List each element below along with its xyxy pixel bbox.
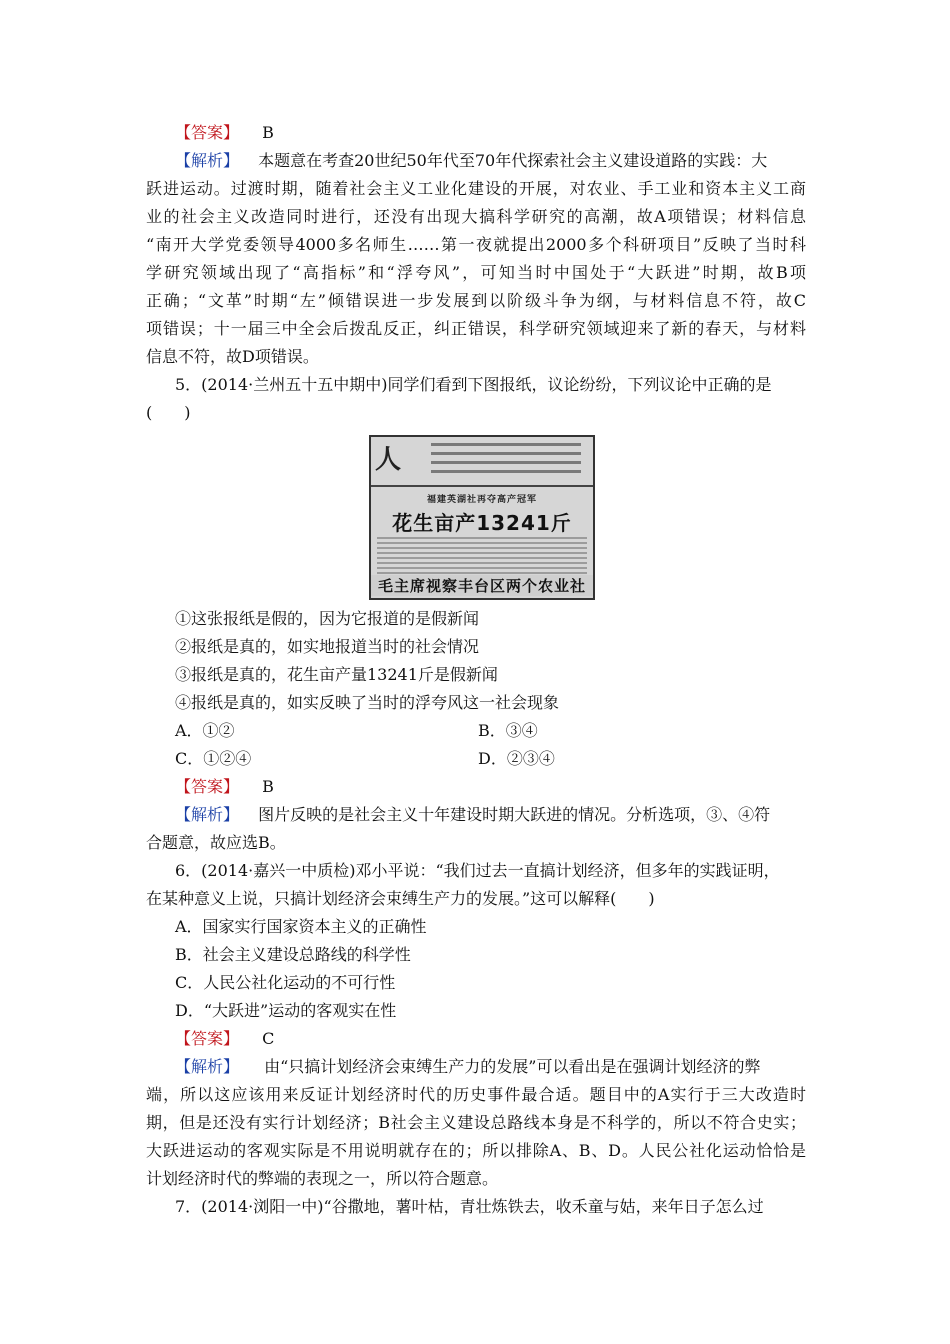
- q6-answer-value: C: [262, 1029, 275, 1048]
- q4-analysis-line-5: 学研究领域出现了“高指标”和“浮夸风”，可知当时中国处于“大跃进”时期，故B项: [146, 263, 806, 282]
- q6-analysis-line-3: 期，但是还没有实行计划经济；B社会主义建设总路线本身是不科学的，所以不符合史实；: [146, 1113, 806, 1132]
- q5-analysis-line-1: [175, 804, 770, 826]
- q6-analysis-line-4: 大跃进运动的客观实际是不用说明就存在的；所以排除A、B、D。人民公社化运动恰恰是: [146, 1141, 806, 1160]
- q5-stem-line-2: ( ): [146, 403, 191, 422]
- newspaper-subheadline: 福建英湖社再夺高产冠军: [426, 495, 537, 505]
- q6-analysis-line-5: 计划经济时代的弊端的表现之一，所以符合题意。: [146, 1169, 499, 1188]
- q5-option-d: D．②③④: [478, 749, 555, 768]
- answer-label: 【答案】: [175, 1029, 240, 1048]
- analysis-label: 【解析】: [175, 1057, 240, 1076]
- q6-analysis-text: 由“只搞计划经济会束缚生产力的发展”可以看出是在强调计划经济的弊: [264, 1057, 761, 1076]
- q4-analysis-line-3: 业的社会主义改造同时进行，还没有出现大搞科学研究的高潮，故A项错误；材料信息: [146, 207, 806, 226]
- newspaper-masthead: 人: [375, 445, 400, 475]
- q6-analysis-line-1: [175, 1056, 760, 1078]
- newspaper-bottom-headline: 毛主席视察丰台区两个农业社: [371, 575, 593, 596]
- q5-statement-2: ②报纸是真的，如实地报道当时的社会情况: [175, 637, 480, 656]
- analysis-label: 【解析】: [175, 805, 240, 824]
- q5-answer-line: [175, 776, 274, 798]
- newspaper-rule: [371, 485, 593, 487]
- q4-analysis-line-1: [175, 150, 767, 172]
- q5-option-b: B．③④: [478, 721, 538, 740]
- q6-stem-line-2: 在某种意义上说，只搞计划经济会束缚生产力的发展。”这可以解释( ): [146, 889, 655, 908]
- q4-analysis-text: 本题意在考查20世纪50年代至70年代探索社会主义建设道路的实践：大: [258, 151, 768, 170]
- q4-analysis-line-6: 正确；“文革”时期“左”倾错误进一步发展到以阶级斗争为纲，与材料信息不符，故C: [146, 291, 806, 310]
- q4-analysis-line-4: “南开大学党委领导4000多名师生……第一夜就提出2000多个科研项目”反映了当时科: [146, 235, 806, 254]
- q6-option-d: D．“大跃进”运动的客观实在性: [175, 1001, 397, 1020]
- q6-option-a: A．国家实行国家资本主义的正确性: [175, 917, 427, 936]
- q4-answer-value: B: [262, 123, 274, 142]
- q5-answer-value: B: [262, 777, 274, 796]
- q6-option-c: C．人民公社化运动的不可行性: [175, 973, 396, 992]
- newspaper-headline: 花生亩产13241斤: [392, 511, 572, 535]
- q5-option-a: A．①②: [175, 721, 235, 740]
- newspaper-header-text: [431, 443, 581, 483]
- q5-analysis-text: 图片反映的是社会主义十年建设时期大跃进的情况。分析选项，③、④符: [258, 805, 771, 824]
- q5-statement-3: ③报纸是真的，花生亩产量13241斤是假新闻: [175, 665, 498, 684]
- q5-stem-line-1: 5．(2014·兰州五十五中期中)同学们看到下图报纸，议论纷纷，下列议论中正确的是: [175, 375, 772, 394]
- answer-label: 【答案】: [175, 123, 240, 142]
- q5-analysis-line-2: 合题意，故应选B。: [146, 833, 286, 852]
- q4-analysis-line-2: 跃进运动。过渡时期，随着社会主义工业化建设的开展，对农业、手工业和资本主义工商: [146, 179, 806, 198]
- q4-answer-line: [175, 122, 274, 144]
- q6-stem-line-1: 6．(2014·嘉兴一中质检)邓小平说：“我们过去一直搞计划经济，但多年的实践证明，: [175, 861, 780, 880]
- q6-answer-line: [175, 1028, 274, 1050]
- analysis-label: 【解析】: [175, 151, 240, 170]
- q7-stem-line-1: 7．(2014·浏阳一中)“谷撒地，薯叶枯，青壮炼铁去，收禾童与姑，来年日子怎么过: [175, 1197, 764, 1216]
- q6-option-b: B．社会主义建设总路线的科学性: [175, 945, 411, 964]
- q5-statement-1: ①这张报纸是假的，因为它报道的是假新闻: [175, 609, 480, 628]
- q6-analysis-line-2: 端，所以这应该用来反证计划经济时代的历史事件最合适。题目中的A实行于三大改造时: [146, 1085, 806, 1104]
- q5-statement-4: ④报纸是真的，如实反映了当时的浮夸风这一社会现象: [175, 693, 560, 712]
- q4-analysis-line-7: 项错误；十一届三中全会后拨乱反正，纠正错误，科学研究领域迎来了新的春天，与材料: [146, 319, 806, 338]
- q5-option-c: C．①②④: [175, 749, 252, 768]
- newspaper-columns: [377, 537, 587, 575]
- answer-label: 【答案】: [175, 777, 240, 796]
- newspaper-image: [369, 435, 595, 600]
- q4-analysis-line-8: 信息不符，故D项错误。: [146, 347, 319, 366]
